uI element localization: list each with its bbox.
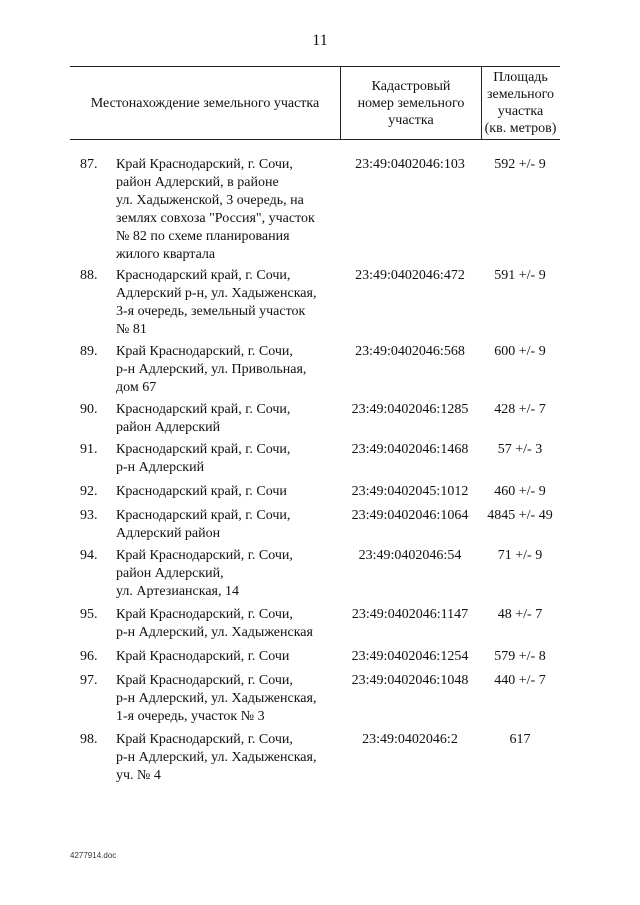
row-area: 440 +/- 7 (494, 673, 546, 688)
row-number: 87. (80, 157, 98, 172)
row-cadastral-number: 23:49:0402046:1064 (351, 508, 469, 523)
row-location: Краснодарский край, г. Сочи, р-н Адлерский (116, 442, 291, 475)
row-cadastral-number: 23:49:0402046:472 (355, 268, 465, 283)
row-number: 89. (80, 344, 98, 359)
header-cadastral-number: Кадастровый номер земельного участка (340, 67, 482, 139)
row-area: 591 +/- 9 (494, 268, 546, 283)
row-location: Краснодарский край, г. Сочи, Адлерский район (116, 508, 291, 541)
row-area: 428 +/- 7 (494, 402, 546, 417)
row-number: 88. (80, 268, 98, 283)
row-cadastral-number: 23:49:0402046:1147 (351, 607, 469, 622)
row-cadastral-number: 23:49:0402046:103 (355, 157, 465, 172)
row-area: 57 +/- 3 (497, 442, 543, 457)
row-number: 94. (80, 548, 98, 563)
row-cadastral-number: 23:49:0402046:1285 (351, 402, 469, 417)
row-location: Краснодарский край, г. Сочи, Адлерский р-н, ул. Хадыженская, 3-я очередь, земельный участок № 81 (116, 268, 317, 337)
row-location: Край Краснодарский, г. Сочи, район Адлерский, в районе ул. Хадыженской, 3 очередь, на землях совхоза "Россия", участок № 82 по схеме планирования жилого квартала (116, 157, 315, 262)
row-number: 90. (80, 402, 98, 417)
row-location: Край Краснодарский, г. Сочи, р-н Адлерский, ул. Хадыженская, 1-я очередь, участок № 3 (116, 673, 317, 724)
row-number: 98. (80, 732, 98, 747)
footer-filename: 4277914.doc (70, 851, 117, 860)
row-number: 96. (80, 649, 98, 664)
header-area: Площадь земельного участка (кв. метров) (484, 70, 557, 136)
row-cadastral-number: 23:49:0402046:54 (358, 548, 462, 563)
table-header (70, 66, 560, 140)
row-number: 95. (80, 607, 98, 622)
row-area: 48 +/- 7 (497, 607, 543, 622)
header-location: Местонахождение земельного участка (90, 95, 320, 111)
row-area: 600 +/- 9 (494, 344, 546, 359)
page-number: 11 (312, 32, 328, 49)
row-location: Край Краснодарский, г. Сочи, р-н Адлерский, ул. Хадыженская, уч. № 4 (116, 732, 317, 783)
row-location: Краснодарский край, г. Сочи (116, 484, 287, 499)
row-area: 71 +/- 9 (497, 548, 543, 563)
row-location: Краснодарский край, г. Сочи, район Адлерский (116, 402, 291, 435)
row-area: 460 +/- 9 (494, 484, 546, 499)
row-location: Край Краснодарский, г. Сочи, р-н Адлерский, ул. Хадыженская (116, 607, 313, 640)
row-cadastral-number: 23:49:0402046:2 (362, 732, 458, 747)
row-cadastral-number: 23:49:0402046:1048 (351, 673, 469, 688)
row-cadastral-number: 23:49:0402046:1468 (351, 442, 469, 457)
row-cadastral-number: 23:49:0402046:1254 (351, 649, 469, 664)
row-area: 592 +/- 9 (494, 157, 546, 172)
row-number: 92. (80, 484, 98, 499)
row-area: 579 +/- 8 (494, 649, 546, 664)
row-cadastral-number: 23:49:0402046:568 (355, 344, 465, 359)
row-cadastral-number: 23:49:0402045:1012 (351, 484, 469, 499)
row-location: Край Краснодарский, г. Сочи (116, 649, 290, 664)
row-number: 97. (80, 673, 98, 688)
row-number: 91. (80, 442, 98, 457)
row-location: Край Краснодарский, г. Сочи, район Адлерский, ул. Артезианская, 14 (116, 548, 293, 599)
row-area: 617 (509, 732, 531, 747)
row-location: Край Краснодарский, г. Сочи, р-н Адлерский, ул. Привольная, дом 67 (116, 344, 307, 395)
row-number: 93. (80, 508, 98, 523)
row-area: 4845 +/- 49 (487, 508, 553, 523)
